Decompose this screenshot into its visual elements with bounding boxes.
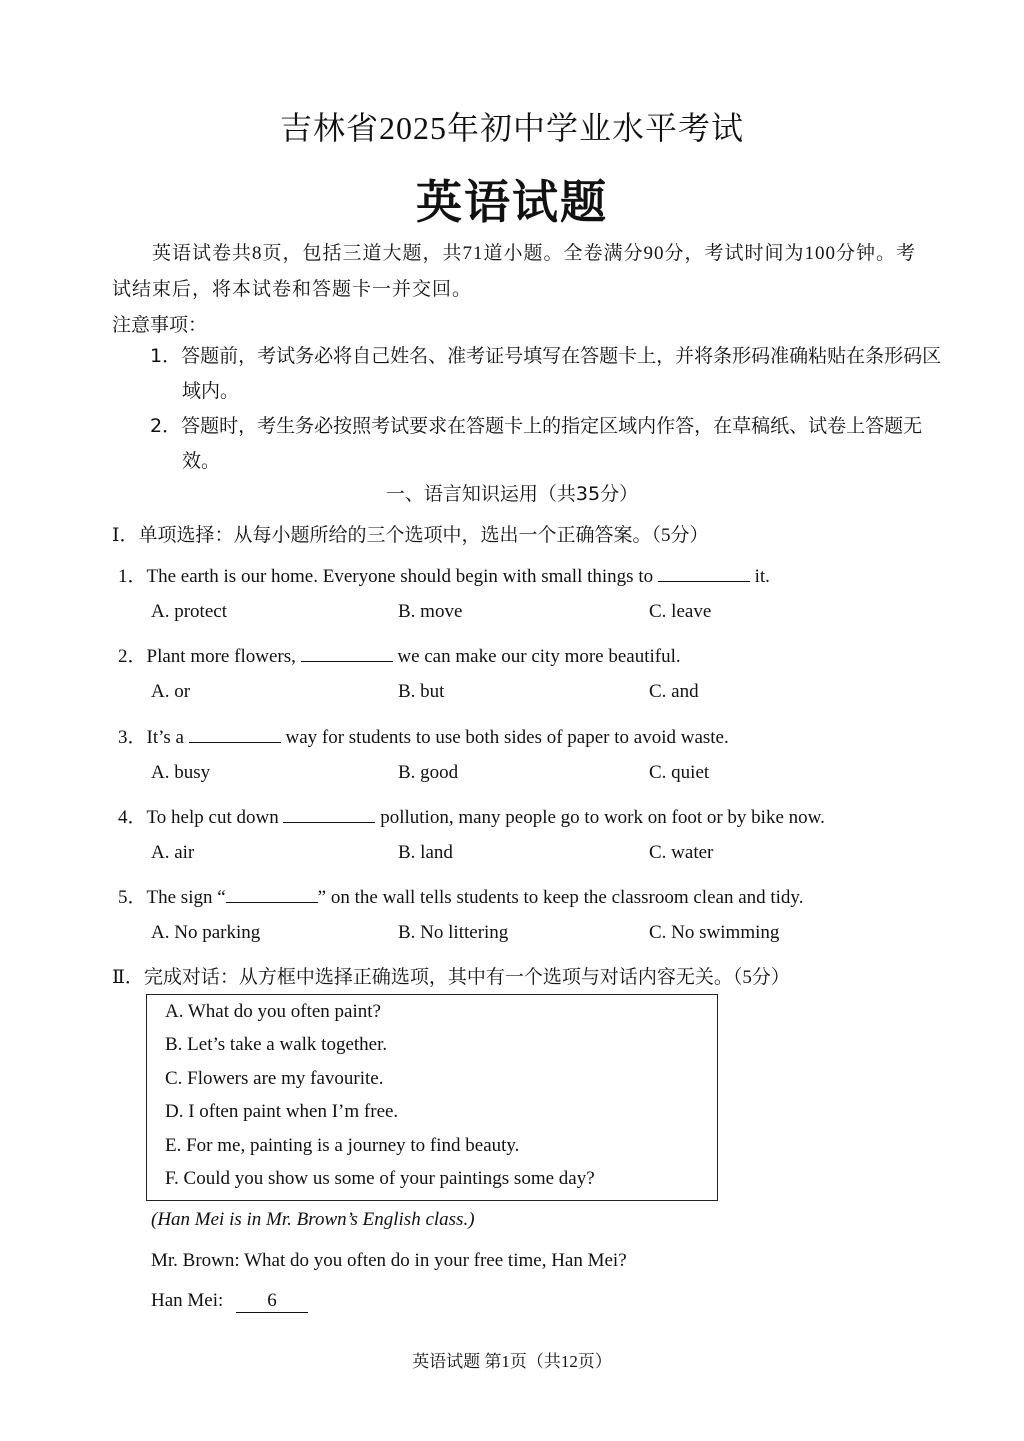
part2-heading: Ⅱ．完成对话：从方框中选择正确选项，其中有一个选项与对话内容无关。（5分）	[112, 967, 790, 988]
question-text: it.	[754, 566, 770, 587]
options-box	[146, 994, 718, 1201]
option-c: C. leave	[649, 601, 712, 622]
option-a: A. busy	[151, 762, 211, 783]
question-number: 5．	[118, 887, 147, 908]
box-option: B. Let’s take a walk together.	[165, 1034, 388, 1055]
page-footer: 英语试题 第1页（共12页）	[412, 1352, 612, 1371]
option-b: B. good	[398, 762, 459, 783]
box-option: E. For me, painting is a journey to find beauty.	[165, 1135, 520, 1156]
box-option: A. What do you often paint?	[165, 1001, 381, 1022]
option-c: C. water	[649, 842, 714, 863]
option-c: C. No swimming	[649, 922, 780, 943]
section-heading: 一、语言知识运用（共35分）	[385, 483, 639, 505]
dialogue-line	[151, 1290, 308, 1313]
option-b: B. but	[398, 681, 445, 702]
question-text: we can make our city more beautiful.	[397, 646, 681, 667]
dialogue-context: (Han Mei is in Mr. Brown’s English class.)	[151, 1209, 475, 1230]
box-option: C. Flowers are my favourite.	[165, 1068, 384, 1089]
option-c: C. and	[649, 681, 699, 702]
question-text: way for students to use both sides of paper to avoid waste.	[285, 727, 729, 748]
option-a: A. No parking	[151, 922, 261, 943]
answer-blank-6: 6	[236, 1290, 308, 1313]
answer-blank	[283, 806, 375, 823]
option-a: A. air	[151, 842, 195, 863]
answer-blank	[658, 565, 750, 582]
answer-blank	[189, 726, 281, 743]
option-b: B. No littering	[398, 922, 509, 943]
option-a: A. protect	[151, 601, 227, 622]
answer-blank	[301, 645, 393, 662]
question-text: The earth is our home. Everyone should begin with small things to	[146, 566, 654, 587]
dialogue-line	[151, 1250, 627, 1272]
question-2	[118, 641, 681, 668]
speaker-name: Han Mei:	[151, 1290, 224, 1311]
intro-paragraph: 英语试卷共8页，包括三道大题，共71道小题。全卷满分90分，考试时间为100分钟。考试结束后，将本试卷和答题卡一并交回。	[112, 243, 917, 300]
option-c: C. quiet	[649, 762, 710, 783]
question-number: 3．	[118, 727, 147, 748]
option-b: B. move	[398, 601, 463, 622]
question-4	[118, 802, 825, 829]
exam-title: 吉林省2025年初中学业水平考试	[279, 110, 744, 146]
notice-item: 2．答题时，考生务必按照考试要求在答题卡上的指定区域内作答，在草稿纸、试卷上答题无效。	[150, 415, 923, 472]
dialogue-text: What do you often do in your free time, Han Mei?	[244, 1250, 627, 1271]
question-3	[118, 722, 729, 749]
question-number: 4．	[118, 807, 147, 828]
question-1	[118, 561, 770, 588]
notice-item: 1．答题前，考试务必将自己姓名、准考证号填写在答题卡上，并将条形码准确粘贴在条形码区域内。	[150, 345, 942, 402]
subject-title: 英语试题	[416, 177, 608, 228]
question-text: It’s a	[146, 727, 184, 748]
box-option: D. I often paint when I’m free.	[165, 1101, 399, 1122]
question-5	[118, 882, 803, 909]
question-number: 2．	[118, 646, 147, 667]
notice-heading: 注意事项：	[112, 314, 208, 336]
part1-heading: Ⅰ．单项选择：从每小题所给的三个选项中，选出一个正确答案。（5分）	[112, 525, 709, 546]
option-a: A. or	[151, 681, 191, 702]
answer-blank	[226, 886, 318, 903]
box-option: F. Could you show us some of your paintings some day?	[165, 1168, 595, 1189]
option-b: B. land	[398, 842, 453, 863]
question-text: pollution, many people go to work on foot or by bike now.	[380, 807, 825, 828]
question-text: To help cut down	[146, 807, 279, 828]
speaker-name: Mr. Brown:	[151, 1250, 240, 1271]
question-text: Plant more flowers,	[146, 646, 296, 667]
question-text: The sign “	[146, 887, 226, 908]
question-text: ” on the wall tells students to keep the classroom clean and tidy.	[317, 887, 804, 908]
question-number: 1．	[118, 566, 147, 587]
